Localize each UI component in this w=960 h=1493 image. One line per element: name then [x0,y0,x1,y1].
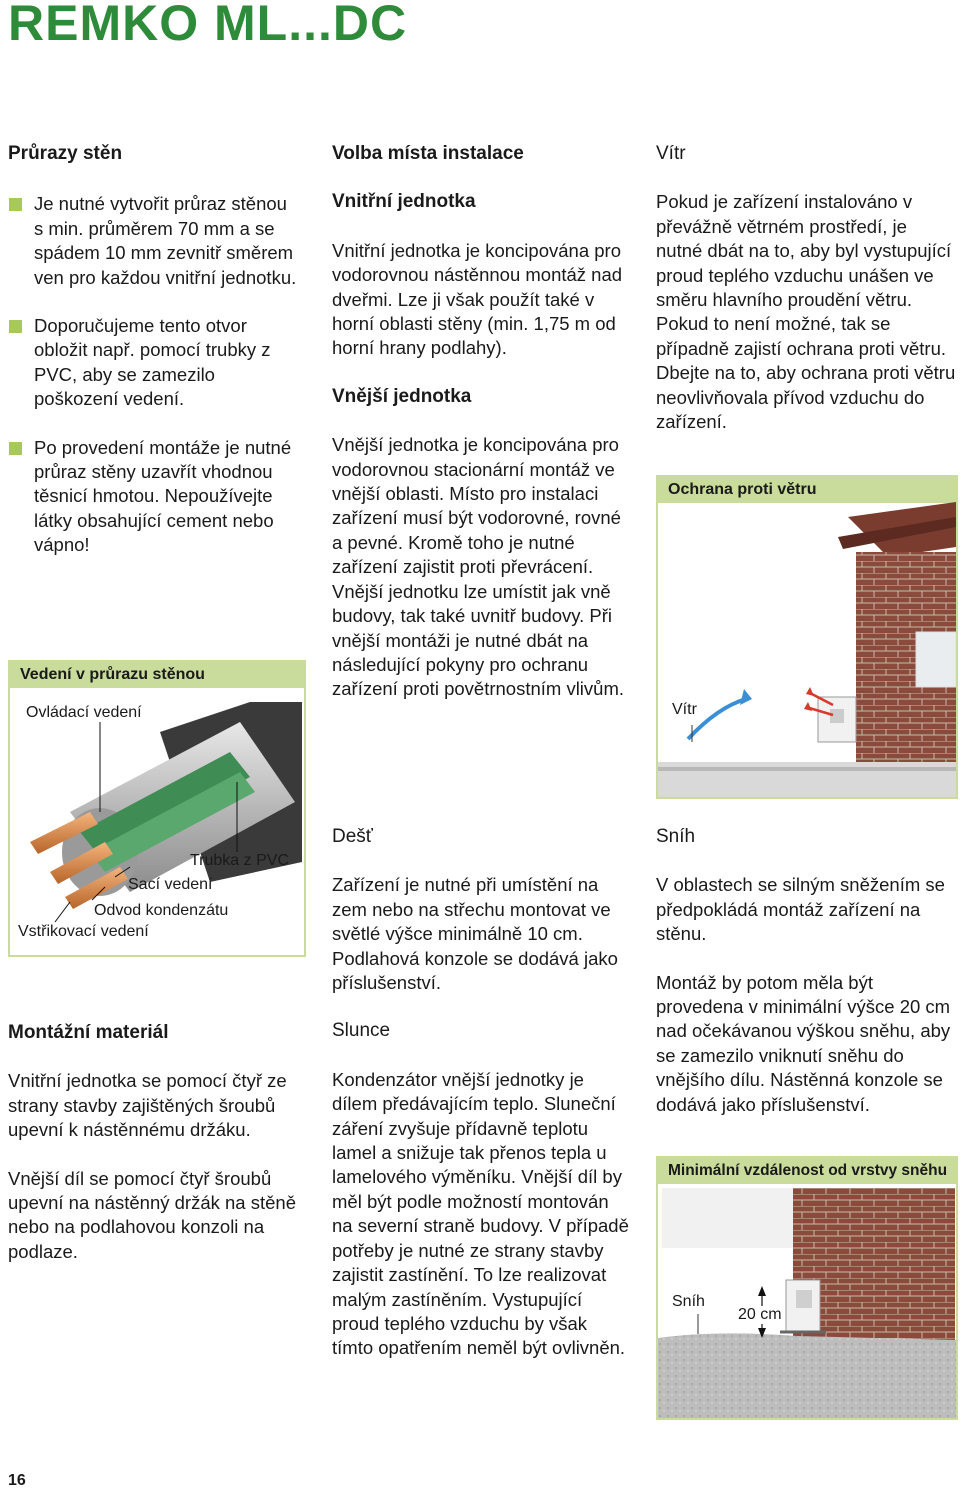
bullet-item-3: Po provedení montáže je nutné průraz stěny uzavřít vhodnou těsnicí hmotou. Nepoužívejte látky obsahující cement nebo vápno! [8,436,298,558]
document-title: REMKO ML...DC [8,0,408,51]
bullet-item-2: Doporučujeme tento otvor obložit např. pomocí trubky z PVC, aby se zamezilo poškození vedení. [8,314,298,412]
bullet-item-1: Je nutné vytvořit průraz stěnou s min. průměrem 70 mm a se spádem 10 mm zevnitř směrem ven pro každou vnitřní jednotku. [8,192,298,290]
label-wind: Vítr [672,701,697,718]
figure-title-snow: Minimální vzdálenost od vrstvy sněhu [658,1158,956,1184]
paragraph-snow-1: V oblastech se silným sněžením se předpokládá montáž zařízení na stěnu. [656,874,945,945]
subheading-snow: Sníh [656,826,696,847]
section-heading-installation-location: Volba místa instalace [332,143,524,164]
section-heading-wall-openings: Průrazy stěn [8,143,123,164]
section-mounting-material [8,1021,308,1264]
label-condensate-drain: Odvod kondenzátu [94,902,229,919]
paragraph-mounting-indoor: Vnitřní jednotka se pomocí čtyř ze strany stavby zajištěných šroubů upevní k nástěnnému držáku. [8,1070,287,1141]
column-snow [656,825,956,1117]
section-heading-mounting-material: Montážní materiál [8,1022,169,1043]
subheading-outdoor-unit: Vnější jednotka [332,385,472,407]
label-distance: 20 cm [738,1306,782,1323]
paragraph-snow-2: Montáž by potom měla být provedena v minimální výšce 20 cm nad očekávanou výškou sněhu, aby se zamezilo vniknutí sněhu do vnějšího dílu. Nástěnná konzole se dodává jako příslušenství. [656,971,951,1115]
label-control-line: Ovládací vedení [26,704,142,721]
paragraph-rain: Zařízení je nutné při umístění na zem nebo na střechu montovat ve světlé výšce minimálně 10 cm. Podlahová konzole se dodává jako příslušenství. [332,874,618,994]
figure-title-wind: Ochrana proti větru [658,477,956,503]
label-pvc-pipe: Trubka z PVC [190,852,289,869]
column-wind [656,142,956,434]
wind-illustration [658,477,956,797]
column-wall-openings [8,142,298,582]
paragraph-wind: Pokud je zařízení instalováno v převážně větrném prostředí, je nutné dbát na to, aby byl vystupující proud teplého vzduchu unášen ve směru hlavního proudění větru. Pokud to není možné, tak se případně zajistí ochrana proti větru. Dbejte na to, aby ochrana proti větru neovlivňovala přívod vzduchu do zařízení. [656,191,956,433]
label-snow: Sníh [672,1293,705,1310]
label-injection-line: Vstřikovací vedení [18,923,149,940]
subheading-wind: Vítr [656,143,686,164]
subheading-rain: Dešť [332,826,373,847]
subheading-sun: Slunce [332,1020,391,1042]
page-number: 16 [8,1472,26,1489]
subheading-indoor-unit: Vnitřní jednotka [332,191,476,213]
figure-wind-protection [656,475,958,799]
paragraph-mounting-outdoor: Vnější díl se pomocí čtyř šroubů upevní na nástěnný držák na stěně nebo na podlahovou konzoli na podlaze. [8,1167,296,1262]
paragraph-outdoor-unit: Vnější jednotka je koncipována pro vodorovnou stacionární montáž ve vnější oblasti. Místo pro instalaci zařízení musí být vodorovné, rovné a pevné. Kromě toho je nutné zařízení zajistit proti převrácení. Vnější jednotku lze umístit jak vně budovy, tak také uvnitř budovy. Při vnější montáži je nutné dbát na následující pokyny pro ochranu zařízení proti povětrnostním vlivům. [332,434,624,700]
figure-title: Vedení v průrazu stěnou [10,662,304,688]
label-suction-line: Sací vedení [128,876,213,893]
figure-snow-distance [656,1156,958,1420]
snow-illustration [658,1158,956,1418]
paragraph-sun: Kondenzátor vnější jednotky je dílem předávajícím teplo. Sluneční záření zvyšuje přídavně teplotu lamel a snižuje tak přenos tepla u lamelového výměníku. Vnější díl by měl být podle možností montován na severní straně budovy. V případě potřeby je nutné ze strany stavby zajistit zastínění. To lze realizovat malým zastíněním. Vystupující proud teplého vzduchu by však tímto opatřením neměl být ovlivněn. [332,1068,629,1359]
paragraph-indoor-unit: Vnitřní jednotka je koncipována pro vodorovnou nástěnnou montáž nad dveřmi. Lze ji však použít také v horní oblasti stěny (min. 1,75 m od horní hrany podlahy). [332,239,623,359]
column-rain-sun [332,825,632,1361]
figure-wall-opening [8,660,306,957]
column-installation-location [332,142,632,702]
